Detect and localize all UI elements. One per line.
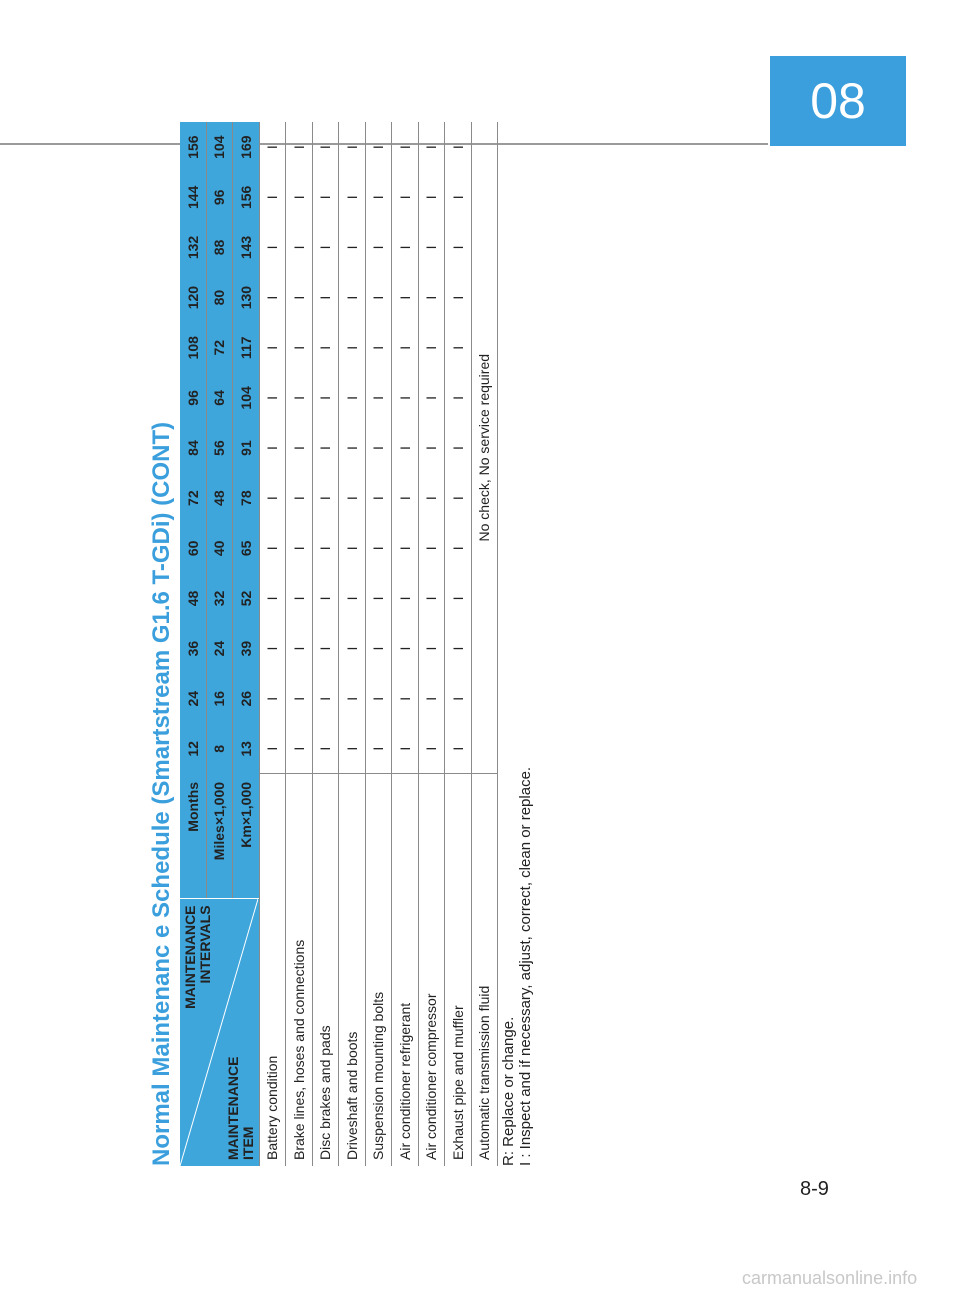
page-number: 8-9 (800, 1178, 829, 1200)
schedule-cell: I (259, 373, 286, 423)
header-miles-value: 48 (206, 473, 233, 523)
schedule-cell: I (259, 674, 286, 724)
schedule-cell: I (418, 122, 445, 172)
schedule-title: Normal Maintenanc e Schedule (Smartstream G1.6 T-GDi) (CONT) (148, 421, 175, 1166)
schedule-cell: I (339, 523, 366, 573)
table-row (286, 122, 313, 1166)
header-km-value: 78 (233, 473, 260, 523)
schedule-cell: I (312, 273, 339, 323)
header-km-value: 169 (233, 122, 260, 172)
schedule-cell: I (259, 523, 286, 573)
schedule-cell: I (392, 373, 419, 423)
schedule-cell: I (259, 624, 286, 674)
schedule-cell: I (445, 724, 472, 774)
schedule-cell: I (339, 373, 366, 423)
header-miles-value: 40 (206, 523, 233, 573)
header-months-value: 108 (180, 323, 206, 373)
schedule-cell: I (365, 273, 392, 323)
item-name: Automatic transmission fluid (471, 774, 498, 1166)
header-miles-value: 72 (206, 323, 233, 373)
schedule-cell: I (392, 323, 419, 373)
schedule-cell: I (286, 724, 313, 774)
header-km-value: 143 (233, 222, 260, 272)
schedule-cell: I (445, 624, 472, 674)
schedule-cell: I (286, 373, 313, 423)
header-km-value: 156 (233, 172, 260, 222)
schedule-cell: I (392, 273, 419, 323)
schedule-cell: I (312, 122, 339, 172)
schedule-cell: I (286, 573, 313, 623)
schedule-cell: I (392, 423, 419, 473)
schedule-cell: I (418, 423, 445, 473)
header-miles-value: 16 (206, 674, 233, 724)
table-row-atf (471, 122, 498, 1166)
header-km-value: 39 (233, 624, 260, 674)
schedule-cell: I (259, 122, 286, 172)
table-row (339, 122, 366, 1166)
schedule-cell: I (339, 674, 366, 724)
intervals-label: MAINTENANCE INTERVALS (182, 905, 213, 1009)
schedule-cell: I (339, 624, 366, 674)
schedule-cell: I (365, 122, 392, 172)
table-row (259, 122, 286, 1166)
schedule-cell: I (339, 473, 366, 523)
schedule-cell: I (365, 222, 392, 272)
item-name: Brake lines, hoses and connections (286, 774, 313, 1166)
schedule-cell: I (445, 674, 472, 724)
schedule-cell: I (312, 423, 339, 473)
schedule-cell: I (365, 373, 392, 423)
header-months-value: 48 (180, 573, 206, 623)
schedule-cell: I (418, 323, 445, 373)
schedule-cell: I (339, 122, 366, 172)
schedule-cell: I (392, 172, 419, 222)
schedule-cell: I (286, 122, 313, 172)
header-months-label: Months (180, 774, 206, 899)
schedule-cell: I (392, 674, 419, 724)
schedule-cell: I (365, 624, 392, 674)
schedule-cell: I (312, 373, 339, 423)
item-name: Air conditioner compressor (418, 774, 445, 1166)
schedule-cell: I (392, 122, 419, 172)
table-row (365, 122, 392, 1166)
schedule-cell: I (259, 222, 286, 272)
schedule-cell: I (392, 523, 419, 573)
schedule-cell: I (312, 222, 339, 272)
schedule-cell: I (339, 724, 366, 774)
schedule-cell: I (339, 172, 366, 222)
schedule-cell: I (445, 473, 472, 523)
schedule-cell: I (418, 573, 445, 623)
header-months-value: 132 (180, 222, 206, 272)
header-months-value: 36 (180, 624, 206, 674)
schedule-cell: I (259, 323, 286, 373)
header-miles-value: 32 (206, 573, 233, 623)
schedule-cell: I (445, 172, 472, 222)
schedule-cell: I (286, 323, 313, 373)
schedule-cell: I (445, 523, 472, 573)
schedule-cell: I (445, 573, 472, 623)
header-months-value: 60 (180, 523, 206, 573)
schedule-cell: I (312, 323, 339, 373)
schedule-cell: I (418, 273, 445, 323)
schedule-cell: I (418, 172, 445, 222)
header-km-value: 13 (233, 724, 260, 774)
header-corner-cell (180, 899, 259, 1166)
schedule-cell: I (392, 624, 419, 674)
item-label: MAINTENANCE ITEM (224, 1056, 256, 1160)
schedule-cell: I (365, 573, 392, 623)
item-name: Battery condition (259, 774, 286, 1166)
item-name: Driveshaft and boots (339, 774, 366, 1166)
header-miles-value: 96 (206, 172, 233, 222)
schedule-cell: I (286, 423, 313, 473)
header-months-value: 84 (180, 423, 206, 473)
schedule-cell: I (418, 523, 445, 573)
schedule-cell: I (392, 473, 419, 523)
schedule-cell: I (418, 624, 445, 674)
header-months-value: 144 (180, 172, 206, 222)
schedule-cell: I (418, 222, 445, 272)
header-months-row (180, 122, 206, 1166)
header-miles-value: 104 (206, 122, 233, 172)
schedule-cell: I (418, 373, 445, 423)
item-name: Exhaust pipe and muffler (445, 774, 472, 1166)
schedule-cell: I (286, 624, 313, 674)
schedule-cell: I (339, 423, 366, 473)
header-miles-label: Miles×1,000 (206, 774, 233, 899)
header-months-value: 72 (180, 473, 206, 523)
schedule-cell: I (286, 172, 313, 222)
schedule-cell: I (445, 423, 472, 473)
legend-inspect: I : Inspect and if necessary, adjust, correct, clean or replace. (517, 766, 534, 1166)
header-km-value: 91 (233, 423, 260, 473)
watermark: carmanualsonline.info (742, 1268, 918, 1288)
schedule-block (144, 122, 564, 1166)
schedule-cell: I (365, 473, 392, 523)
schedule-cell: I (339, 273, 366, 323)
header-km-value: 52 (233, 573, 260, 623)
schedule-cell: I (259, 423, 286, 473)
schedule-cell: I (259, 724, 286, 774)
schedule-cell: I (312, 523, 339, 573)
schedule-cell: I (286, 473, 313, 523)
table-row (418, 122, 445, 1166)
schedule-cell: I (392, 724, 419, 774)
schedule-cell: I (365, 423, 392, 473)
schedule-cell: I (286, 523, 313, 573)
schedule-cell: I (339, 573, 366, 623)
schedule-cell: I (365, 523, 392, 573)
schedule-cell: I (286, 674, 313, 724)
schedule-cell: I (312, 724, 339, 774)
header-km-label: Km×1,000 (233, 774, 260, 899)
schedule-cell: I (418, 473, 445, 523)
schedule-cell: I (445, 323, 472, 373)
schedule-cell: I (445, 122, 472, 172)
schedule-cell: I (312, 573, 339, 623)
legend-replace: R: Replace or change. (500, 1016, 517, 1166)
header-km-value: 117 (233, 323, 260, 373)
schedule-cell: I (259, 473, 286, 523)
schedule-cell: I (312, 674, 339, 724)
schedule-cell: I (445, 373, 472, 423)
header-miles-value: 88 (206, 222, 233, 272)
schedule-cell: I (445, 273, 472, 323)
header-months-value: 156 (180, 122, 206, 172)
schedule-cell: I (418, 724, 445, 774)
header-miles-value: 56 (206, 423, 233, 473)
header-km-value: 130 (233, 273, 260, 323)
header-km-value: 26 (233, 674, 260, 724)
item-name: Suspension mounting bolts (365, 774, 392, 1166)
header-months-value: 96 (180, 373, 206, 423)
header-miles-value: 64 (206, 373, 233, 423)
header-miles-value: 8 (206, 724, 233, 774)
schedule-cell: I (312, 172, 339, 222)
table-row (392, 122, 419, 1166)
table-row (445, 122, 472, 1166)
schedule-cell: I (339, 222, 366, 272)
schedule-cell: I (259, 273, 286, 323)
item-name: Air conditioner refrigerant (392, 774, 419, 1166)
maintenance-schedule-table (180, 122, 498, 1166)
header-km-value: 104 (233, 373, 260, 423)
legend (500, 122, 534, 1166)
schedule-cell: I (312, 473, 339, 523)
header-miles-value: 80 (206, 273, 233, 323)
schedule-cell: I (392, 222, 419, 272)
schedule-cell: I (312, 624, 339, 674)
schedule-cell: I (259, 172, 286, 222)
header-km-value: 65 (233, 523, 260, 573)
header-months-value: 120 (180, 273, 206, 323)
schedule-cell: I (392, 573, 419, 623)
schedule-cell: I (259, 573, 286, 623)
schedule-cell: I (286, 273, 313, 323)
header-months-value: 12 (180, 724, 206, 774)
header-miles-value: 24 (206, 624, 233, 674)
item-name: Disc brakes and pads (312, 774, 339, 1166)
schedule-cell: I (365, 724, 392, 774)
schedule-cell: I (418, 674, 445, 724)
table-row (312, 122, 339, 1166)
header-months-value: 24 (180, 674, 206, 724)
schedule-cell: I (286, 222, 313, 272)
schedule-cell: I (365, 323, 392, 373)
chapter-tab: 08 (770, 56, 906, 146)
schedule-cell: I (339, 323, 366, 373)
atf-note: No check, No service required (471, 122, 498, 774)
schedule-cell: I (445, 222, 472, 272)
schedule-cell: I (365, 172, 392, 222)
schedule-cell: I (365, 674, 392, 724)
